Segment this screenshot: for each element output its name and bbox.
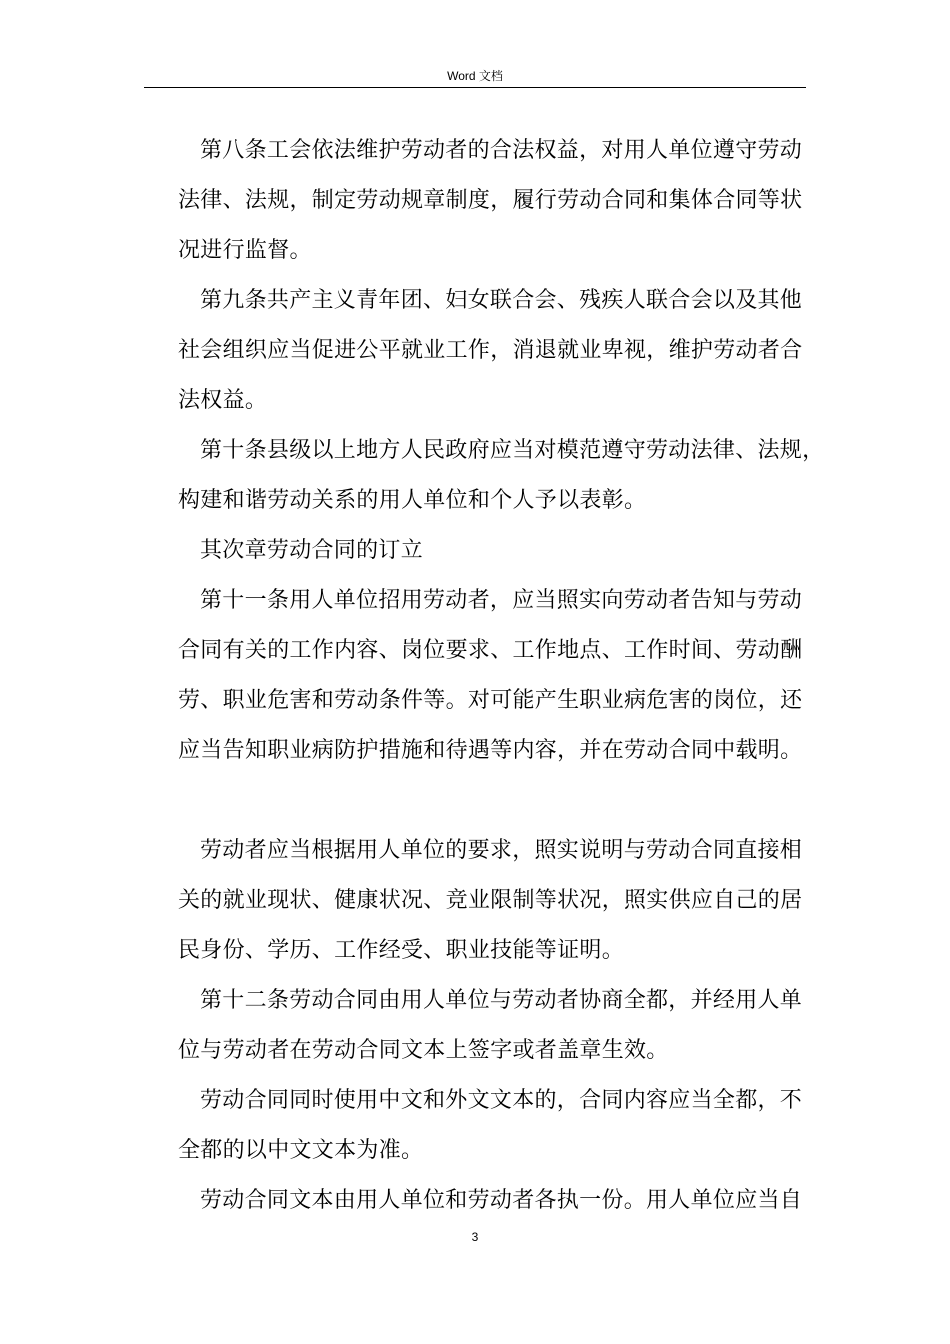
text-line: 应当告知职业病防护措施和待遇等内容，并在劳动合同中载明。 xyxy=(178,738,803,763)
text-line: 民身份、学历、工作经受、职业技能等证明。 xyxy=(178,938,625,963)
paragraph-article-10 xyxy=(178,426,825,526)
document-body xyxy=(178,126,825,1226)
chapter-heading xyxy=(178,526,818,576)
page-header: Word 文档 xyxy=(447,69,503,83)
paragraph-article-12 xyxy=(178,976,818,1076)
paragraph-article-11 xyxy=(178,576,818,776)
text-line: 第十一条用人单位招用劳动者，应当照实向劳动者告知与劳动 xyxy=(200,588,803,613)
text-line: 社会组织应当促进公平就业工作，消退就业卑视，维护劳动者合 xyxy=(178,338,803,363)
paragraph-contract-copies xyxy=(178,1176,818,1226)
text-line: 第十条县级以上地方人民政府应当对模范遵守劳动法律、法规， xyxy=(200,438,825,463)
text-line: 劳动合同同时使用中文和外文文本的，合同内容应当全都，不 xyxy=(200,1088,803,1113)
paragraph-gap xyxy=(178,776,818,826)
page-number: 3 xyxy=(471,1230,479,1244)
text-line: 劳动者应当根据用人单位的要求，照实说明与劳动合同直接相 xyxy=(200,838,803,863)
text-line: 第八条工会依法维护劳动者的合法权益，对用人单位遵守劳动 xyxy=(200,138,803,163)
text-line: 构建和谐劳动关系的用人单位和个人予以表彰。 xyxy=(178,488,647,513)
text-line: 全都的以中文文本为准。 xyxy=(178,1138,424,1163)
text-line: 第十二条劳动合同由用人单位与劳动者协商全都，并经用人单 xyxy=(200,988,803,1013)
text-line: 合同有关的工作内容、岗位要求、工作地点、工作时间、劳动酬 xyxy=(178,638,803,663)
paragraph-worker-disclosure xyxy=(178,826,818,976)
text-line: 法律、法规，制定劳动规章制度，履行劳动合同和集体合同等状 xyxy=(178,188,803,213)
text-line: 劳动合同文本由用人单位和劳动者各执一份。用人单位应当自 xyxy=(200,1188,803,1213)
text-line: 其次章劳动合同的订立 xyxy=(200,538,424,563)
paragraph-article-9 xyxy=(178,276,818,426)
paragraph-language-versions xyxy=(178,1076,818,1176)
header-rule xyxy=(144,87,806,88)
text-line: 法权益。 xyxy=(178,388,268,413)
text-line: 位与劳动者在劳动合同文本上签字或者盖章生效。 xyxy=(178,1038,669,1063)
text-line: 第九条共产主义青年团、妇女联合会、残疾人联合会以及其他 xyxy=(200,288,803,313)
paragraph-article-8 xyxy=(178,126,818,276)
text-line: 况进行监督。 xyxy=(178,238,312,263)
text-line: 劳、职业危害和劳动条件等。对可能产生职业病危害的岗位，还 xyxy=(178,688,803,713)
text-line: 关的就业现状、健康状况、竞业限制等状况，照实供应自己的居 xyxy=(178,888,803,913)
